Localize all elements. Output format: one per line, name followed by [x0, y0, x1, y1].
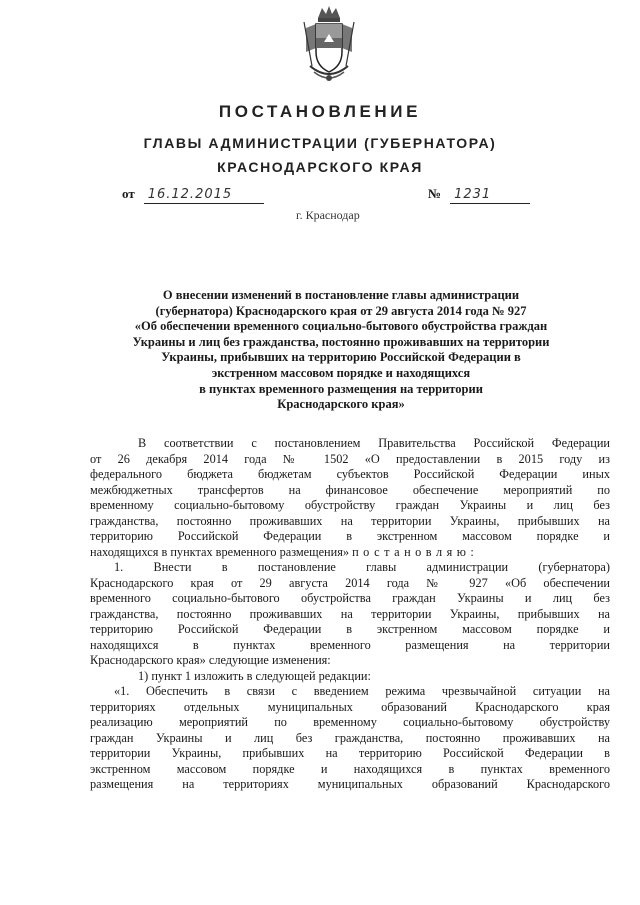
- body-line-text: находящихся в пунктах временного размещения»: [90, 544, 350, 559]
- body-line: реализацию мероприятий по временному социально-бытовому обустройству: [90, 715, 610, 729]
- heading-line: (губернатора) Краснодарского края от 29 августа 2014 года № 927: [155, 303, 527, 318]
- heading-line: Краснодарского края»: [277, 397, 405, 412]
- date-field: [122, 186, 264, 204]
- document-heading: [80, 288, 602, 413]
- heading-line: в пунктах временного размещения на территории: [199, 381, 483, 396]
- body-line: Краснодарского края от 29 августа 2014 года № 927 «Об обеспечении: [90, 575, 610, 590]
- number-field: [428, 186, 530, 204]
- heading-line: Украины и лиц без гражданства, постоянно проживавших на территории: [132, 334, 550, 349]
- city-label: г. Краснодар: [296, 208, 360, 222]
- body-line: находящихся в пунктах временного размещения на территории: [90, 637, 610, 652]
- document-body: [90, 436, 610, 793]
- number-underline: [450, 187, 530, 204]
- body-line: [90, 545, 610, 561]
- body-line: гражданства, постоянно проживавших на территории Украины, прибывших на: [90, 513, 610, 528]
- number-value: 1231: [454, 187, 492, 202]
- body-line: «1. Обеспечить в связи с введением режима чрезвычайной ситуации на: [114, 684, 610, 698]
- heading-line: Украины, прибывших на территорию Российской Федерации в: [161, 350, 521, 365]
- body-line: территорию Российской Федерации в экстренном массовом порядке и: [90, 622, 610, 636]
- body-line: федерального бюджета бюджетам субъектов Российской Федерации иных: [90, 467, 610, 481]
- body-line: экстренном массовом порядке и находящихся в пунктах временного: [90, 761, 610, 776]
- body-line: 1) пункт 1 изложить в следующей редакции:: [138, 668, 371, 683]
- body-line: территориях отдельных муниципальных образований Краснодарского края: [90, 699, 610, 714]
- document-subtitle-1: ГЛАВЫ АДМИНИСТРАЦИИ (ГУБЕРНАТОРА): [143, 135, 497, 151]
- date-underline: [144, 187, 264, 204]
- body-line: 1. Внести в постановление главы администрации (губернатора): [114, 560, 610, 574]
- date-value: 16.12.2015: [147, 187, 233, 202]
- postanovlyayu-word: постановляю:: [352, 544, 479, 559]
- body-line: гражданства, постоянно проживавших на территории Украины, прибывших на: [90, 606, 610, 621]
- document-subtitle-2: КРАСНОДАРСКОГО КРАЯ: [217, 159, 423, 175]
- number-label: №: [428, 186, 442, 201]
- heading-line: О внесении изменений в постановление главы администрации: [162, 288, 520, 302]
- document-title: ПОСТАНОВЛЕНИЕ: [218, 102, 422, 121]
- body-line: размещения на территориях муниципальных образований Краснодарского: [90, 777, 610, 791]
- body-line: межбюджетных трансфертов на финансовое обеспечение мероприятий по: [90, 482, 610, 497]
- date-label: от: [122, 186, 135, 201]
- heading-line: «Об обеспечении временного социально-бытового обустройства граждан: [134, 319, 548, 334]
- body-line: граждан Украины и лиц без гражданства, постоянно проживавших на: [90, 730, 610, 745]
- body-line: территории Украины, прибывших на территорию Российской Федерации в: [90, 746, 610, 760]
- body-line: Краснодарского края» следующие изменения:: [90, 653, 331, 667]
- coat-of-arms-emblem: [300, 4, 358, 86]
- body-line: от 26 декабря 2014 года № 1502 «О предоставлении в 2015 году из: [90, 451, 610, 466]
- body-line: территорию Российской Федерации в экстренном массовом порядке и: [90, 529, 610, 543]
- body-line: временному социально-бытовому обустройству граждан Украины и лиц без: [90, 498, 610, 512]
- body-line: В соответствии с постановлением Правительства Российской Федерации: [138, 436, 610, 450]
- body-line: временного социально-бытового обустройства граждан Украины и лиц без: [90, 591, 610, 605]
- heading-line: экстренном массовом порядке и находящихся: [211, 365, 471, 380]
